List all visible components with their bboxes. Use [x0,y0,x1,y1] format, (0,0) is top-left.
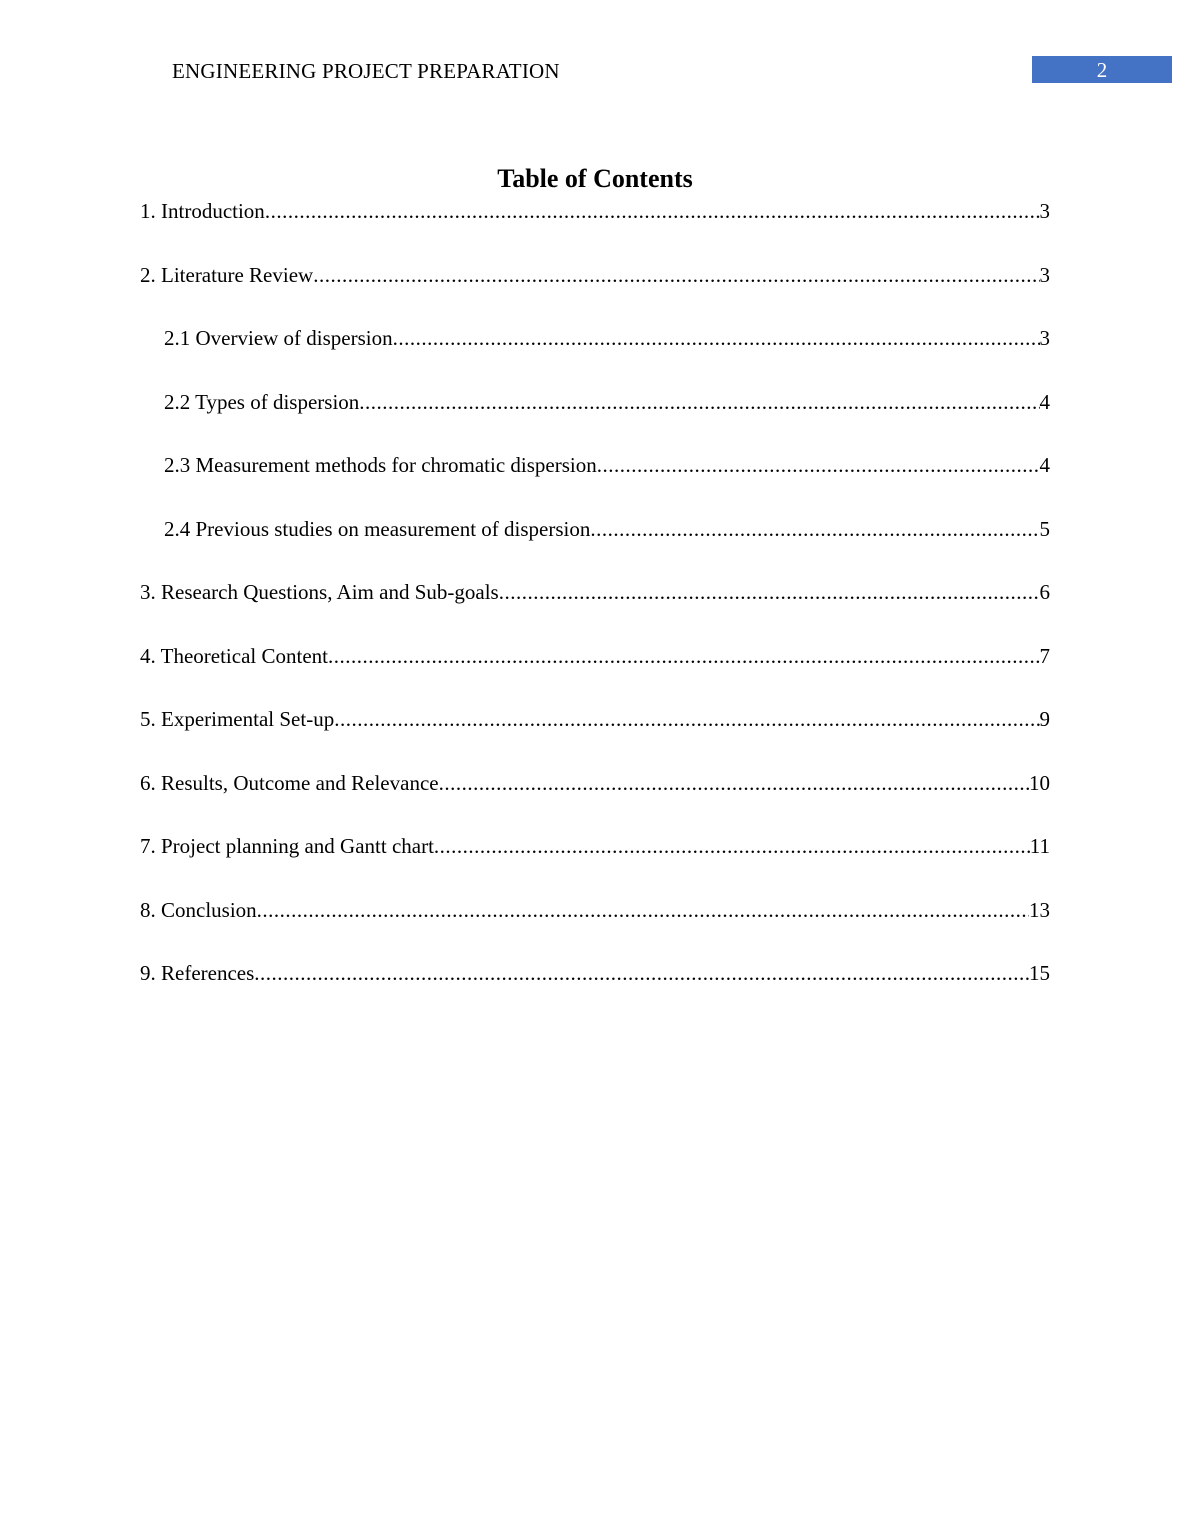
toc-entry-references[interactable] [140,958,1050,1022]
toc-entry-label[interactable]: 2.2 Types of dispersion [164,389,360,414]
toc-entry-label[interactable]: 2.1 Overview of dispersion [164,326,393,350]
toc-entry-page: 4 [1039,453,1050,477]
toc-leader-dots [254,958,1029,988]
toc-entry-experimental-setup[interactable] [140,704,1050,768]
toc-leader-dots [434,831,1030,861]
toc-leader-dots [499,577,1040,607]
toc-entry-label[interactable]: 2. Literature Review [140,262,314,287]
toc-entry-page: 3 [1039,199,1050,223]
toc-entry-page: 15 [1029,961,1050,985]
toc-leader-dots [590,514,1039,544]
toc-leader-dots [313,260,1039,290]
toc-entry-theoretical-content[interactable] [140,641,1050,705]
toc-entry-label[interactable]: 4. Theoretical Content [140,643,328,668]
toc-entry-page: 7 [1039,643,1050,668]
toc-entry-page: 6 [1039,580,1050,604]
toc-entry-literature-review[interactable] [140,260,1050,324]
toc-entry-research-questions[interactable] [140,577,1050,641]
toc-leader-dots [393,323,1040,353]
toc-entry-introduction[interactable] [140,196,1050,260]
page-number: 2 [1032,56,1172,83]
toc-entry-measurement-methods[interactable] [140,450,1050,514]
toc-leader-dots [597,450,1040,480]
toc-entry-label[interactable]: 8. Conclusion [140,897,257,922]
toc-entry-previous-studies[interactable] [140,514,1050,578]
toc-entry-label[interactable]: 1. Introduction [140,199,265,223]
toc-entry-label[interactable]: 6. Results, Outcome and Relevance [140,770,439,795]
toc-entry-results[interactable] [140,768,1050,832]
toc-leader-dots [328,641,1040,671]
toc-entry-label[interactable]: 3. Research Questions, Aim and Sub-goals [140,580,499,604]
toc-entry-page: 5 [1039,516,1050,541]
toc-entry-conclusion[interactable] [140,895,1050,959]
toc-entry-project-planning[interactable] [140,831,1050,895]
toc-entry-label[interactable]: 9. References [140,961,255,985]
toc-entry-page: 10 [1029,770,1050,795]
toc-entry-page: 11 [1029,834,1050,858]
toc-entry-label[interactable]: 5. Experimental Set-up [140,707,335,731]
toc-leader-dots [265,196,1040,226]
toc-entry-types-of-dispersion[interactable] [140,387,1050,451]
toc-leader-dots [334,704,1039,734]
toc-entry-page: 13 [1029,897,1050,922]
toc-entry-page: 3 [1039,262,1050,287]
toc-entry-page: 3 [1039,326,1050,350]
toc-entry-overview-of-dispersion[interactable] [140,323,1050,387]
toc-entry-label[interactable]: 2.4 Previous studies on measurement of dispersion [164,516,591,541]
running-head: ENGINEERING PROJECT PREPARATION [172,59,560,83]
page-header [0,0,1190,100]
toc-list [140,196,1050,1022]
toc-entry-page: 9 [1039,707,1050,731]
toc-leader-dots [257,895,1029,925]
toc-entry-label[interactable]: 7. Project planning and Gantt chart [140,834,434,858]
toc-entry-page: 4 [1039,389,1050,414]
toc-entry-label[interactable]: 2.3 Measurement methods for chromatic dispersion [164,453,597,477]
toc-title: Table of Contents [497,164,693,193]
toc-leader-dots [439,768,1029,798]
toc-leader-dots [359,387,1039,417]
